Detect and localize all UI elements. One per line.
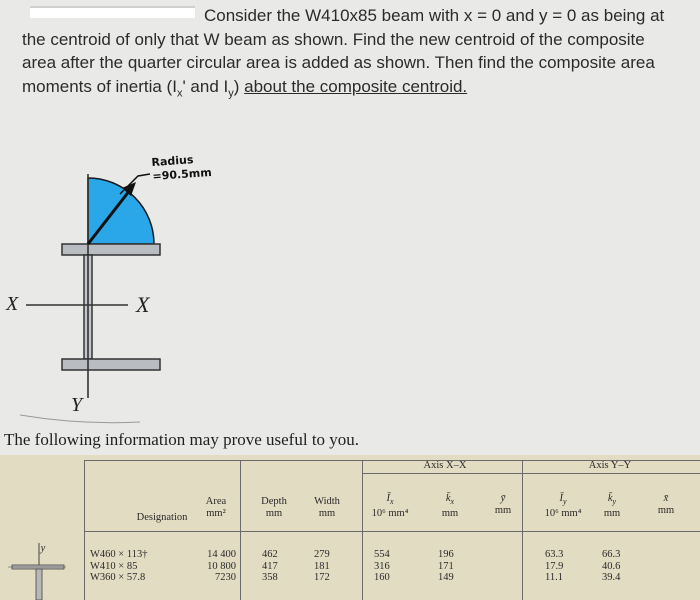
col-ix: 554 316 160	[374, 549, 390, 583]
col-area: 14 400 10 800 7230	[207, 549, 236, 583]
header-kx: $k̄_x$ mm	[441, 493, 459, 520]
beam-section-icon	[8, 543, 66, 600]
beam-figure	[0, 150, 300, 430]
problem-line-1: Consider the W410x85 beam with x = 0 and y = 0 as	[204, 6, 600, 25]
subscript-y: y	[228, 86, 234, 99]
col-kx: 196 171 149	[438, 549, 454, 583]
group-axis-x: Axis X–X	[423, 460, 467, 471]
header-area: Area mm²	[205, 496, 227, 519]
group-rule	[362, 473, 700, 474]
col-divider	[362, 460, 363, 600]
problem-tail: )	[233, 76, 245, 96]
hint-text: The following information may prove useful to you.	[4, 430, 360, 449]
col-depth: 462 417 358	[262, 549, 278, 583]
table-y-label: y	[40, 543, 46, 554]
header-ky: $k̄_y$ mm	[603, 493, 621, 520]
radius-label	[151, 152, 212, 184]
x-axis-label-right: X	[136, 292, 150, 317]
quarter-circle-shape	[88, 178, 154, 244]
header-ybar: ȳ mm	[494, 493, 512, 516]
header-depth: Depth mm	[261, 496, 287, 519]
col-divider	[84, 460, 85, 600]
problem-body: being at the centroid of only that W beam as shown. Find the new centroid of the composite area after the quarter circular area is added as shown. Then find the composite area moments of inertia (I	[22, 6, 665, 96]
x-axis-label-left: X	[6, 293, 19, 315]
header-designation: Designation	[136, 512, 188, 523]
section-properties-table	[0, 455, 700, 600]
subscript-x: x	[176, 86, 183, 99]
radius-label-line1: Radius	[151, 153, 194, 170]
col-divider	[240, 460, 241, 600]
col-width: 279 181 172	[314, 549, 330, 583]
col-ky: 66.3 40.6 39.4	[602, 549, 621, 583]
header-iy: $Ī_y$ 10⁶ mm⁴	[544, 493, 582, 520]
problem-underlined: about the composite centroid.	[244, 76, 468, 96]
problem-mid: ' and I	[182, 76, 229, 96]
beam-bottom-flange	[62, 359, 160, 370]
header-ix: $Ī_x$ 10⁶ mm⁴	[371, 493, 409, 520]
beam-top-flange	[62, 244, 160, 255]
header-rule	[84, 531, 700, 532]
header-width: Width mm	[314, 496, 340, 519]
col-divider	[522, 460, 523, 600]
y-axis-label: Y	[71, 394, 83, 416]
header-xbar: x̄ mm	[657, 493, 675, 516]
group-axis-y: Axis Y–Y	[588, 460, 632, 471]
col-designation: W460 × 113† W410 × 85 W360 × 57.8	[90, 549, 148, 583]
problem-statement	[22, 4, 682, 105]
radius-label-line2: =90.5mm	[152, 165, 213, 184]
col-iy: 63.3 17.9 11.1	[545, 549, 564, 583]
